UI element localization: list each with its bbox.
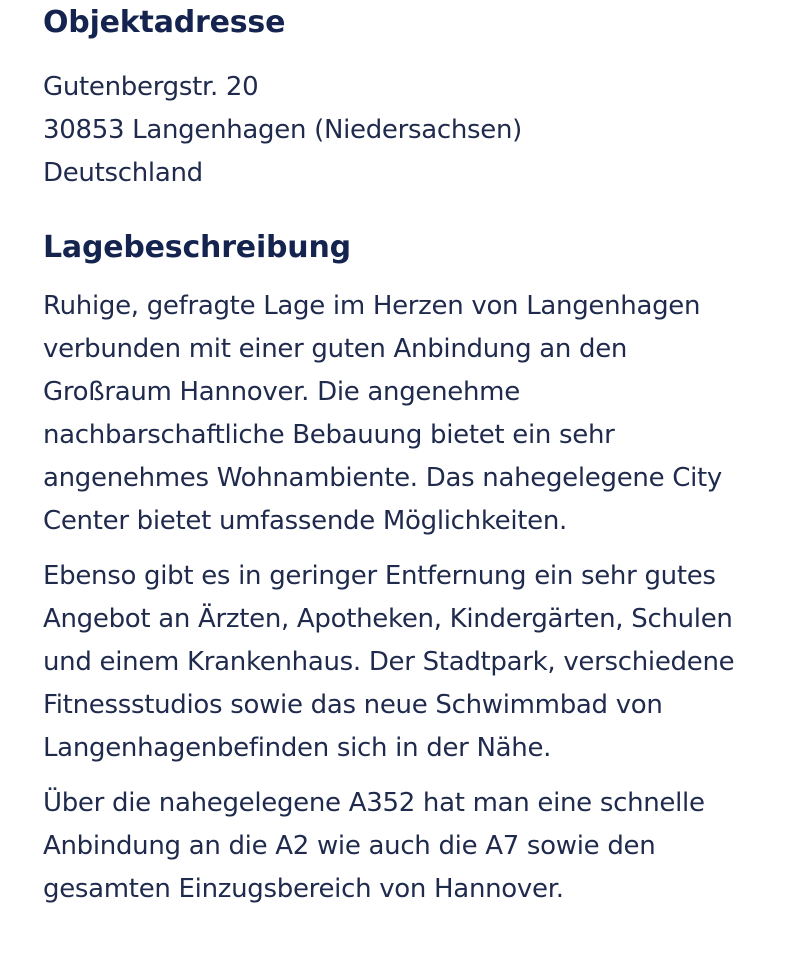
- address-heading: Objektadresse: [43, 5, 286, 40]
- address-street: Gutenbergstr. 20: [43, 72, 259, 102]
- address-city: 30853 Langenhagen (Niedersachsen): [43, 115, 523, 145]
- property-address: [43, 66, 747, 195]
- location-paragraph-3: [43, 782, 747, 911]
- paragraph-line: verbunden mit einer guten Anbindung an den: [43, 334, 628, 364]
- location-paragraph-1: [43, 285, 747, 543]
- paragraph-line: und einem Krankenhaus. Der Stadtpark, verschiedene: [43, 647, 735, 677]
- paragraph-line: angenehmes Wohnambiente. Das nahegelegene City: [43, 463, 722, 493]
- paragraph-line: Ruhige, gefragte Lage im Herzen von Langenhagen: [43, 291, 701, 321]
- location-paragraph-2: [43, 555, 747, 770]
- address-country: Deutschland: [43, 158, 203, 188]
- paragraph-line: Langenhagenbefinden sich in der Nähe.: [43, 733, 552, 763]
- paragraph-line: nachbarschaftliche Bebauung bietet ein sehr: [43, 420, 615, 450]
- location-description: [43, 285, 747, 911]
- paragraph-line: gesamten Einzugsbereich von Hannover.: [43, 874, 564, 904]
- location-heading: Lagebeschreibung: [43, 230, 351, 265]
- paragraph-line: Anbindung an die A2 wie auch die A7 sowie den: [43, 831, 656, 861]
- paragraph-line: Fitnessstudios sowie das neue Schwimmbad von: [43, 690, 663, 720]
- paragraph-line: Über die nahegelegene A352 hat man eine schnelle: [43, 788, 705, 818]
- paragraph-line: Angebot an Ärzten, Apotheken, Kindergärten, Schulen: [43, 604, 733, 634]
- paragraph-line: Ebenso gibt es in geringer Entfernung ein sehr gutes: [43, 561, 716, 591]
- paragraph-line: Großraum Hannover. Die angenehme: [43, 377, 520, 407]
- paragraph-line: Center bietet umfassende Möglichkeiten.: [43, 506, 568, 536]
